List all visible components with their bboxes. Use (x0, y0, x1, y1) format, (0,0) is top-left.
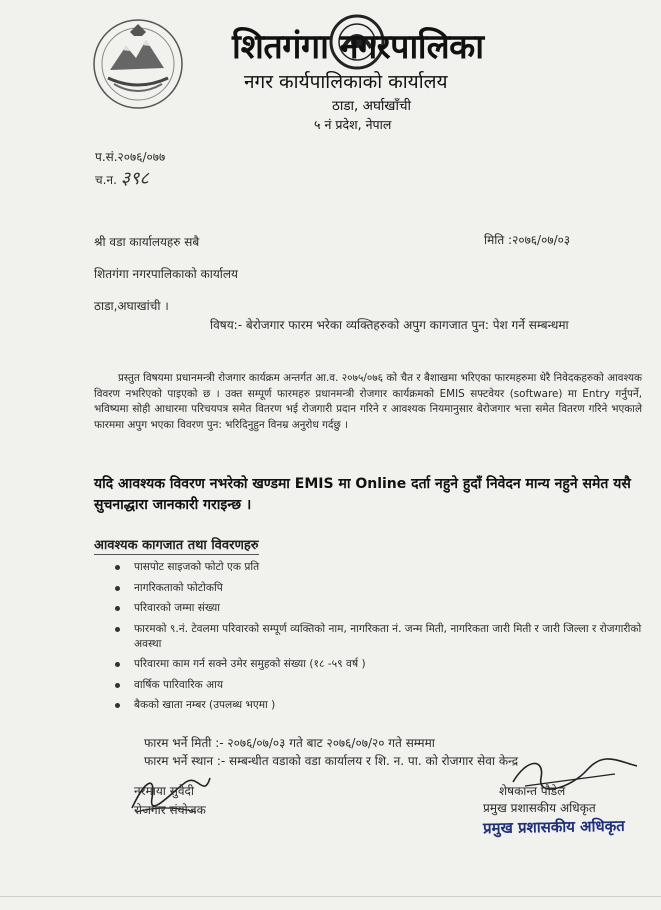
right-signatory-name: शेषकान्त पौडेल (499, 784, 566, 798)
body-paragraph: प्रस्तुत विषयमा प्रधानमन्त्री रोजगार कार्यक्रम अन्तर्गत आ.व. २०७५/०७६ को चैत र बैशाखमा भरिएका फारमहरुमा धेरै निवेदकहरुको आवश्यक विवरण नभरिएको पाइएको छ । उक्त सम्पूर्ण फारमहरु प्रधानमन्त्री रोजगार कार्यक्रमको EMIS सफ्टवेयर (software) मा Entry गर्नुपर्ने, भविष्यमा सोही आधारमा परिचयपत्र समेत वितरण भई रोजगारी प्रदान गरिने र आवश्यक नियमानुसार बेरोजगार भत्ता समेत वितरण गरिने भएकाले फारममा अपुग भएका विवरण पुन: भरिदिनुहुन विनम्र अनुरोध गर्दछु । (94, 372, 642, 431)
bold-notice: यदि आवश्यक विवरण नभरेको खण्डमा EMIS मा Online दर्ता नहुने हुदाँ निवेदन मान्य नहुने समेत यसै सुचनाद्धारा जानकारी गराइन्छ । (94, 476, 631, 513)
dispatch-number-handwritten: ३९८ (120, 168, 149, 189)
list-item: पासपोट साइजको फोटो एक प्रति (112, 560, 644, 575)
list-item: परिवारमा काम गर्न सक्ने उमेर समुहको संख्या (१८ -५९ वर्ष ) (112, 657, 644, 672)
page-bottom-divider (0, 896, 661, 897)
reference-number: प.सं.२०७६/०७७ (95, 150, 166, 164)
letterhead-province: ५ नं प्रदेश, नेपाल (314, 117, 392, 132)
dispatch-label: च.न. (95, 173, 117, 187)
letterhead-municipality-name: शितगंगा नगरपालिका (232, 27, 484, 67)
bullet-icon (115, 703, 120, 708)
bullet-icon (115, 683, 120, 688)
right-signatory-title: प्रमुख प्रशासकीय अधिकृत (483, 801, 596, 815)
recipient-line-1: श्री वडा कार्यालयहरु सबै (94, 235, 200, 249)
dispatch-number (95, 166, 149, 190)
documents-list (112, 560, 644, 719)
bullet-icon (115, 662, 120, 667)
form-date-line: फारम भर्ने मिती :- २०७६/०७/०३ गते बाट २०७६/०७/२० गते सम्ममा (144, 736, 435, 750)
letterhead-office-name: नगर कार्यपालिकाको कार्यालय (244, 71, 448, 93)
list-item: फारमको ९.नं. टेवलमा परिवारको सम्पूर्ण व्यक्तिको नाम, नागरिकता नं. जन्म मिती, नागरिकता जारी मिती र जारी जिल्ला र रोजगारीको अवस्था (112, 622, 644, 652)
list-item: वार्षिक पारिवारिक आय (112, 678, 644, 693)
official-stamp-text: प्रमुख प्रशासकीय अधिकृत (482, 816, 625, 838)
list-item: परिवारको जम्मा संख्या (112, 601, 644, 616)
letterhead-location: ठाडा, अर्घाखाँची (332, 98, 412, 114)
recipient-line-3: ठाडा,अघाखांची । (94, 299, 169, 313)
letter-subject: विषय:- बेरोजगार फारम भरेका व्यक्तिहरुको अपुग कागजात पुन: पेश गर्ने सम्बन्धमा (210, 318, 569, 332)
documents-heading: आवश्यक कागजात तथा विवरणहरु (94, 535, 259, 555)
list-item: नागरिकताको फोटोकपि (112, 581, 644, 596)
recipient-line-2: शितगंगा नगरपालिकाको कार्यालय (94, 267, 238, 281)
list-item: बैकको खाता नम्बर (उपलब्ध भएमा ) (112, 698, 644, 713)
bullet-icon (115, 586, 120, 591)
bullet-icon (115, 627, 120, 632)
left-signatory-title: रोजगार संयोजक (134, 803, 206, 817)
bullet-icon (115, 606, 120, 611)
form-place-line: फारम भर्ने स्थान :- सम्बन्धीत वडाको वडा कार्यालय र शि. न. पा. को रोजगार सेवा केन्द्र (144, 754, 519, 768)
letter-date: मिति :२०७६/०७/०३ (484, 233, 571, 247)
nepal-emblem-logo (92, 18, 184, 110)
bullet-icon (115, 565, 120, 570)
left-signatory-name: नरमाया सुवेदी (134, 784, 194, 798)
